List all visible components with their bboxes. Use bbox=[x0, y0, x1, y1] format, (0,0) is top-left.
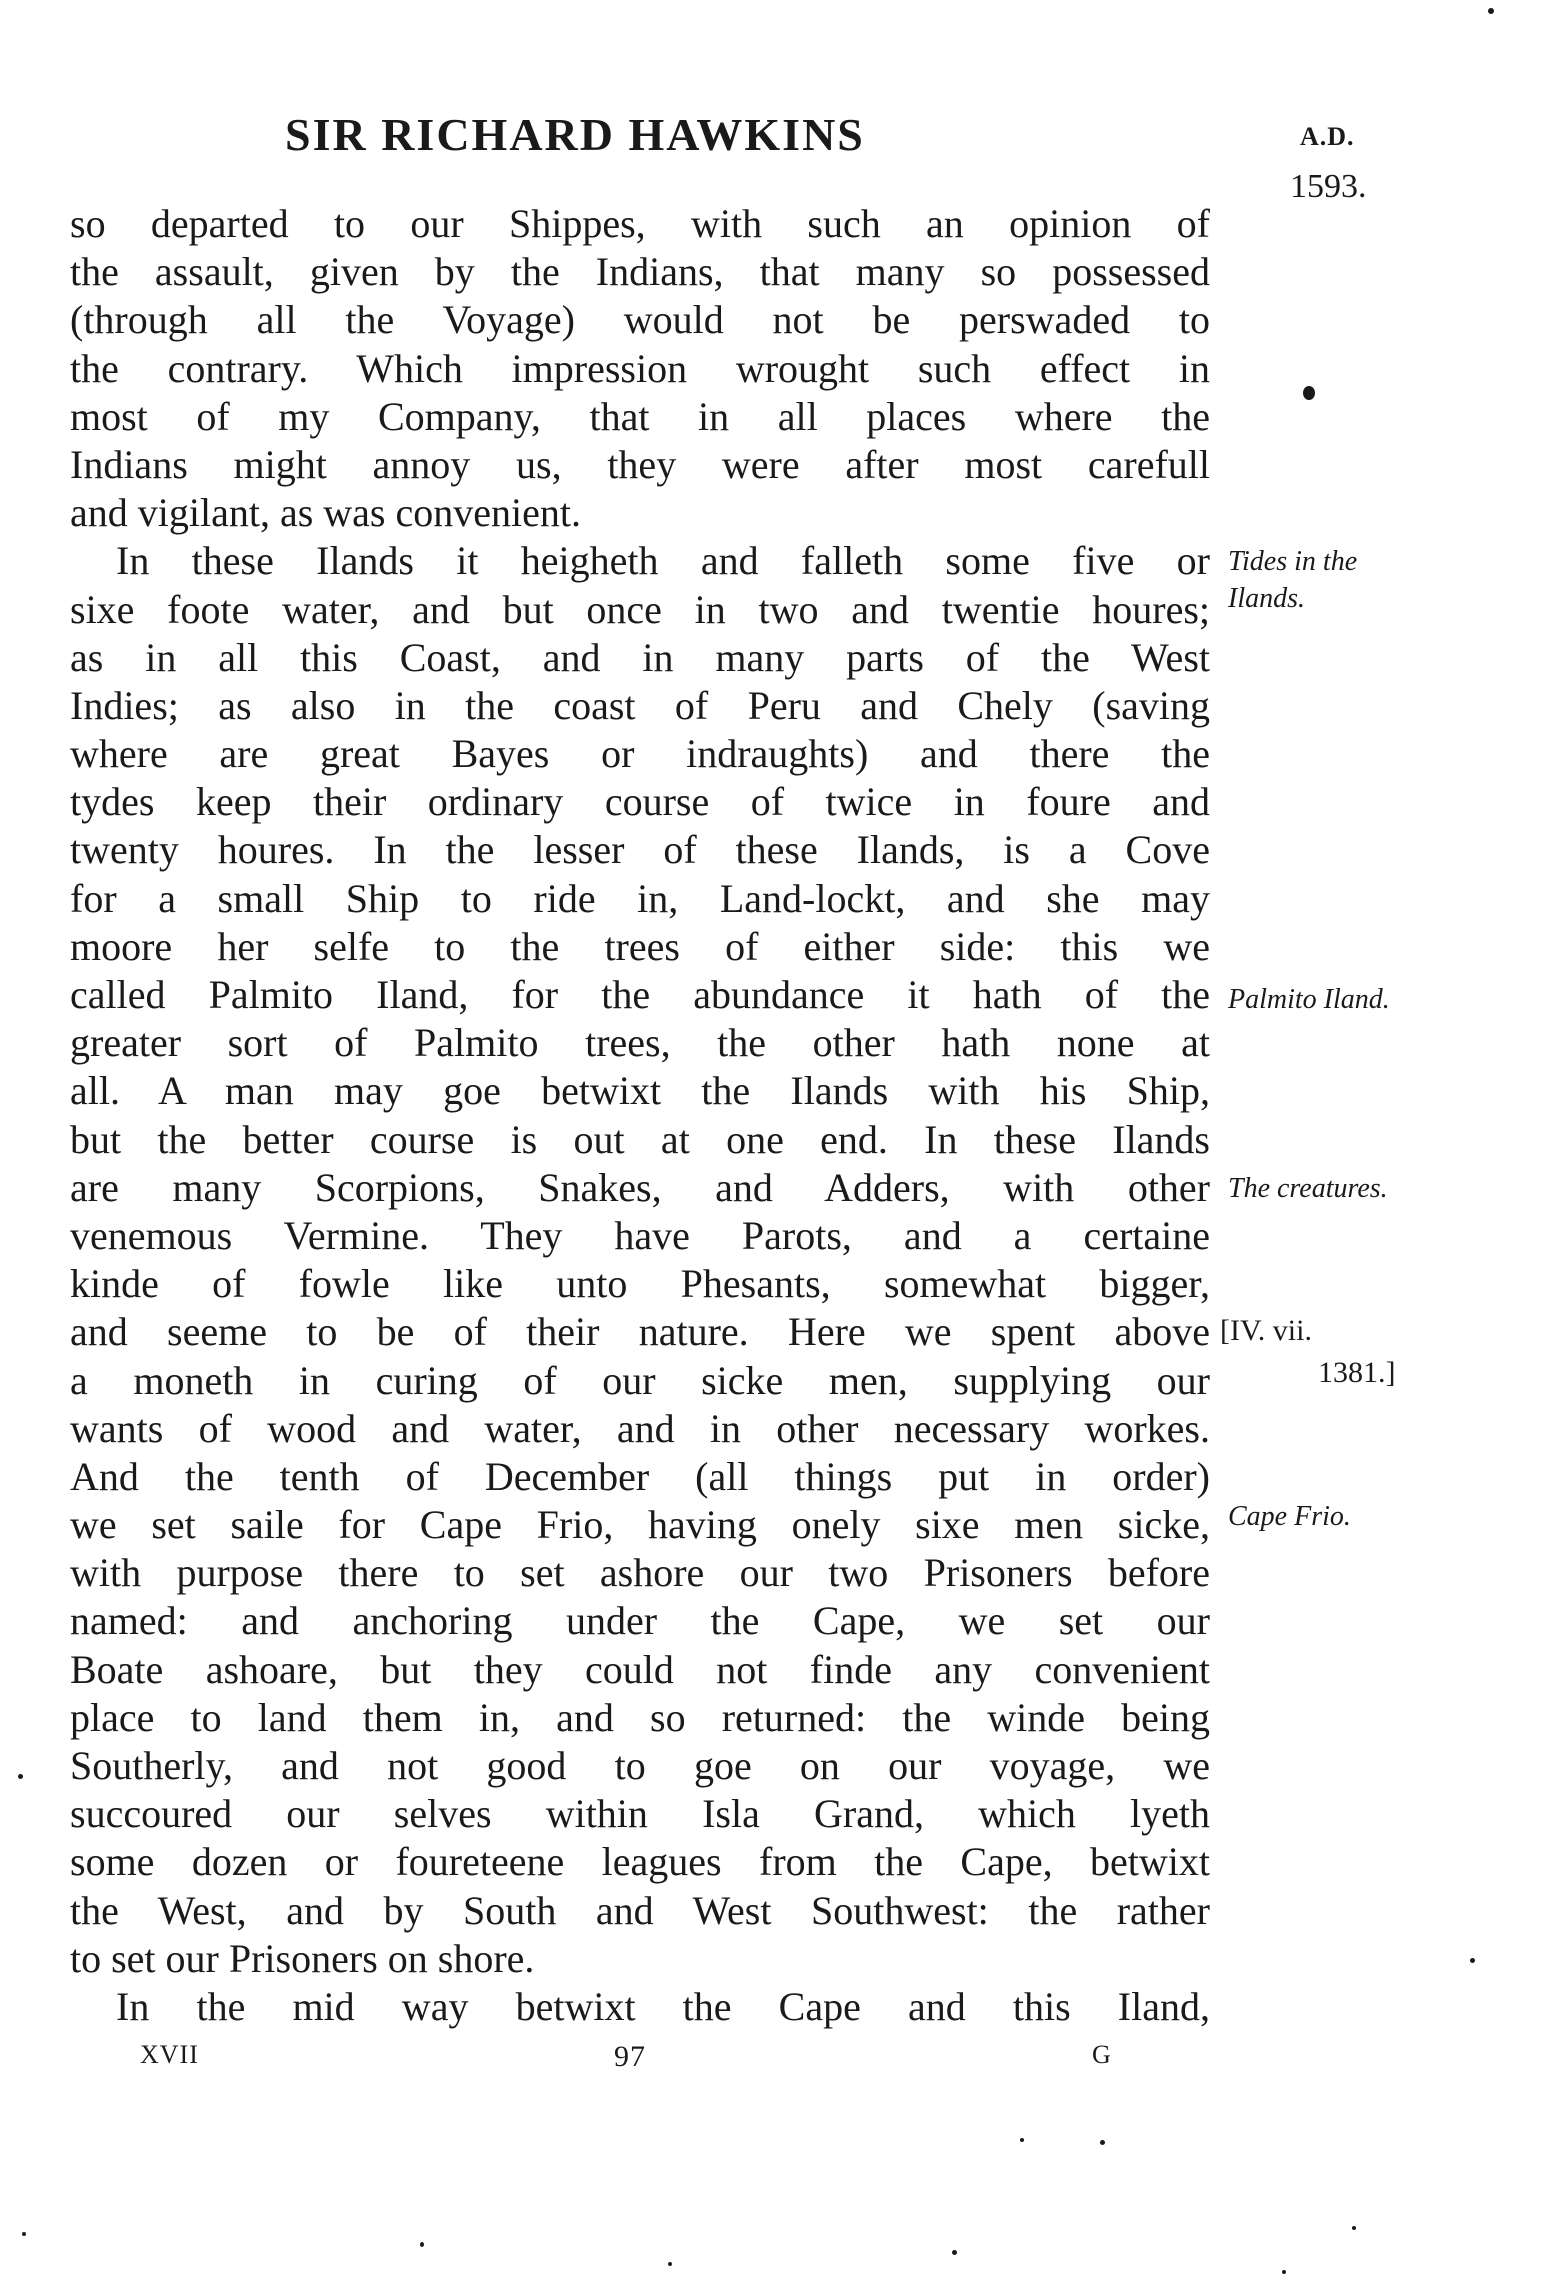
text-line: In these Ilands it heigheth and falleth some five or bbox=[116, 538, 1210, 584]
text-line: Indians might annoy us, they were after most carefull bbox=[70, 441, 1210, 487]
scan-speck bbox=[1470, 1958, 1475, 1963]
text-line: named: and anchoring under the Cape, we set our bbox=[70, 1598, 1210, 1644]
scan-speck bbox=[1488, 8, 1494, 14]
scan-speck bbox=[420, 2242, 424, 2247]
body-text bbox=[70, 200, 1210, 2031]
text-line: Boate ashoare, but they could not finde any convenient bbox=[70, 1646, 1210, 1692]
date-label: A.D. bbox=[1300, 122, 1355, 151]
scan-speck bbox=[1303, 386, 1315, 400]
text-line: a moneth in curing of our sicke men, supplying our bbox=[70, 1357, 1210, 1403]
text-line: to set our Prisoners on shore. bbox=[70, 1935, 535, 1981]
scan-speck bbox=[22, 2232, 26, 2236]
text-line: so departed to our Shippes, with such an opinion of bbox=[70, 201, 1210, 246]
text-line: wants of wood and water, and in other necessary workes. bbox=[70, 1405, 1210, 1451]
running-title: SIR RICHARD HAWKINS bbox=[285, 109, 865, 160]
text-line: kinde of fowle like unto Phesants, somewhat bigger, bbox=[70, 1261, 1210, 1307]
text-line: greater sort of Palmito trees, the other hath none at bbox=[70, 1020, 1210, 1066]
text-line: are many Scorpions, Snakes, and Adders, with other bbox=[70, 1164, 1210, 1210]
text-line: Southerly, and not good to goe on our voyage, we bbox=[70, 1743, 1210, 1788]
scan-speck bbox=[1282, 2270, 1286, 2274]
text-line: (through all the Voyage) would not be perswaded to bbox=[70, 297, 1210, 343]
text-line: called Palmito Iland, for the abundance it hath of the bbox=[70, 972, 1210, 1017]
text-line: and seeme to be of their nature. Here we spent above bbox=[70, 1309, 1210, 1355]
text-line: as in all this Coast, and in many parts of the West bbox=[70, 634, 1210, 680]
scan-speck bbox=[18, 1774, 23, 1779]
scan-speck bbox=[952, 2250, 957, 2255]
text-line: And the tenth of December (all things put in order) bbox=[70, 1453, 1210, 1499]
text-line: place to land them in, and so returned: the winde being bbox=[70, 1694, 1210, 1740]
text-line: and vigilant, as was convenient. bbox=[70, 490, 581, 536]
text-line: venemous Vermine. They have Parots, and a certaine bbox=[70, 1212, 1210, 1258]
margin-ref-volume: [IV. vii. bbox=[1220, 1314, 1312, 1347]
margin-note-tides-cont: Ilands. bbox=[1228, 583, 1305, 614]
text-line: the contrary. Which impression wrought such effect in bbox=[70, 345, 1210, 391]
text-line: tydes keep their ordinary course of twice in foure and bbox=[70, 779, 1210, 825]
text-line: In the mid way betwixt the Cape and this Iland, bbox=[116, 1983, 1210, 2029]
text-line: Indies; as also in the coast of Peru and Chely (saving bbox=[70, 682, 1210, 728]
text-line: succoured our selves within Isla Grand, which lyeth bbox=[70, 1791, 1210, 1837]
text-line: the assault, given by the Indians, that many so possessed bbox=[70, 249, 1210, 295]
margin-note-tides: Tides in the bbox=[1228, 546, 1358, 577]
text-line: but the better course is out at one end. In these Ilands bbox=[70, 1116, 1210, 1162]
date-year: 1593. bbox=[1290, 168, 1367, 205]
text-line: the West, and by South and West Southwest: the rather bbox=[70, 1887, 1210, 1933]
margin-note-palmito: Palmito Iland. bbox=[1228, 984, 1390, 1015]
text-line: with purpose there to set ashore our two Prisoners before bbox=[70, 1550, 1210, 1596]
text-line: twenty houres. In the lesser of these Ilands, is a Cove bbox=[70, 827, 1210, 873]
scan-speck bbox=[668, 2262, 672, 2266]
signature-mark: XVII bbox=[140, 2040, 199, 2069]
text-line: some dozen or foureteene leagues from the Cape, betwixt bbox=[70, 1839, 1210, 1885]
text-line: moore her selfe to the trees of either side: this we bbox=[70, 923, 1210, 969]
text-line: sixe foote water, and but once in two and twentie houres; bbox=[70, 586, 1210, 632]
scan-speck bbox=[1020, 2138, 1024, 2142]
text-line: we set saile for Cape Frio, having onely sixe men sicke, bbox=[70, 1502, 1210, 1548]
text-line: all. A man may goe betwixt the Ilands with his Ship, bbox=[70, 1068, 1210, 1114]
page-number: 97 bbox=[614, 2040, 646, 2073]
text-line: where are great Bayes or indraughts) and there the bbox=[70, 731, 1210, 777]
margin-ref-page: 1381.] bbox=[1318, 1356, 1396, 1389]
gathering-mark: G bbox=[1092, 2040, 1112, 2069]
text-line: most of my Company, that in all places where the bbox=[70, 393, 1210, 439]
margin-note-cape-frio: Cape Frio. bbox=[1228, 1501, 1351, 1532]
margin-note-creatures: The creatures. bbox=[1228, 1173, 1388, 1204]
text-line: for a small Ship to ride in, Land-lockt, and she may bbox=[70, 875, 1210, 921]
scan-speck bbox=[1352, 2226, 1356, 2230]
scan-speck bbox=[1100, 2140, 1105, 2145]
